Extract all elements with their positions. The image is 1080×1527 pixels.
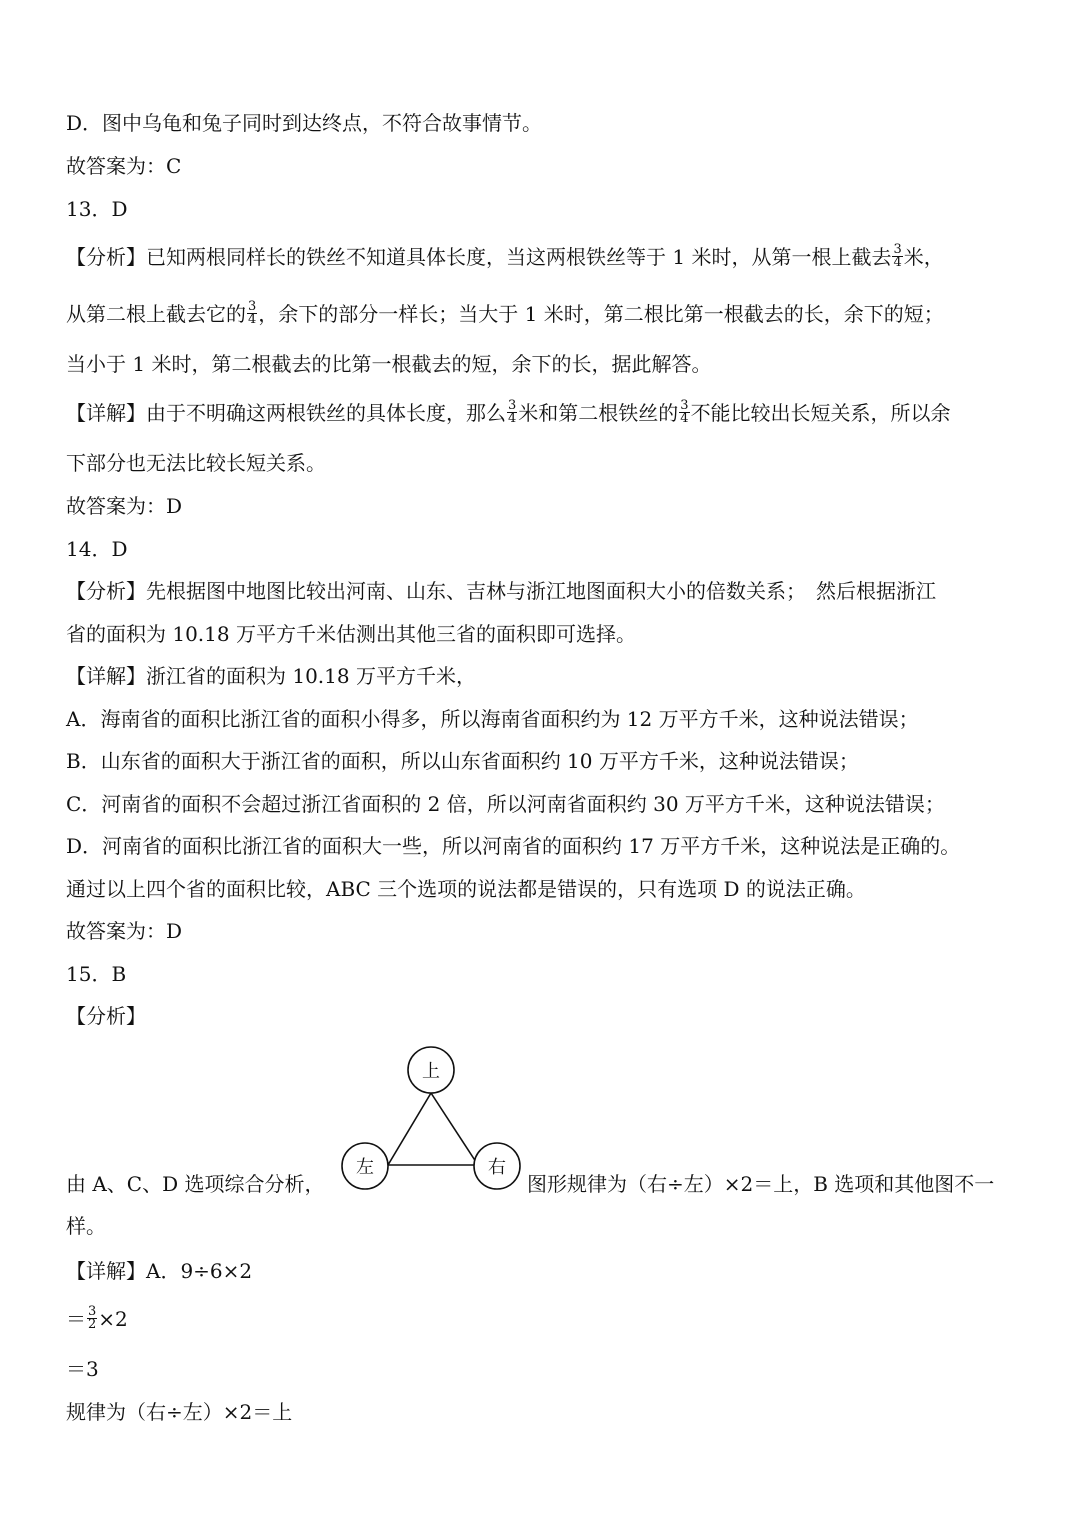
q14-analysis: 省的面积为 10.18 万平方千米估测出其他三省的面积即可选择。 — [66, 622, 636, 646]
q14-option-b: B．山东省的面积大于浙江省的面积，所以山东省面积约 10 万平方千米，这种说法错误； — [66, 749, 859, 773]
answer-line: 故答案为：D — [66, 494, 183, 518]
q14-option-a: A．海南省的面积比浙江省的面积小得多，所以海南省面积约为 12 万平方千米，这种说法错误； — [66, 707, 919, 731]
triangle-edge — [431, 1093, 478, 1165]
q13-analysis: 【分析】已知两根同样长的铁丝不知道具体长度，当这两根铁丝等于 1 米时，从第一根上截去 $\frac{3}{4}$ 米， — [66, 242, 944, 270]
q14-option-d: D．河南省的面积比浙江省的面积大一些，所以河南省的面积约 17 万平方千米，这种说法是正确的。 — [66, 834, 961, 858]
fraction: $\frac{3}{4}$ — [680, 398, 689, 426]
triangle-edge — [388, 1093, 431, 1165]
left-label: 左 — [356, 1157, 374, 1178]
q15-analysis: 【分析】 — [66, 1004, 146, 1028]
q13-analysis: 当小于 1 米时，第二根截去的比第一根截去的短，余下的长，据此解答。 — [66, 352, 712, 376]
top-label: 上 — [422, 1061, 440, 1082]
q15-step: ＝3 — [66, 1357, 99, 1381]
q14-option-c: C．河南省的面积不会超过浙江省面积的 2 倍，所以河南省面积约 30 万平方千米，这种说法错误； — [66, 792, 945, 816]
question-number: 15．B — [66, 962, 127, 986]
q15-rule: 规律为（右÷左）×2＝上 — [66, 1400, 293, 1424]
q13-detail: 【详解】由于不明确这两根铁丝的具体长度，那么 $\frac{3}{4}$ 米和第二根铁丝的 $\frac{3}{4}$ 不能比较出长短关系，所以余 — [66, 398, 951, 426]
q14-detail: 【详解】浙江省的面积为 10.18 万平方千米， — [66, 664, 476, 688]
question-number: 13．D — [66, 197, 128, 221]
right-label: 右 — [488, 1157, 506, 1178]
q13-detail: 下部分也无法比较长短关系。 — [66, 451, 326, 475]
question-number: 14．D — [66, 537, 128, 561]
answer-line: 故答案为：D — [66, 919, 183, 943]
q15-detail: 【详解】A．9÷6×2 — [66, 1259, 253, 1283]
fraction: $\frac{3}{4}$ — [893, 242, 902, 270]
triangle-diagram — [338, 1043, 528, 1195]
fraction: $\frac{3}{4}$ — [248, 299, 257, 327]
text-line: D．图中乌龟和兔子同时到达终点，不符合故事情节。 — [66, 111, 543, 135]
q13-analysis: 从第二根上截去它的 $\frac{3}{4}$ ，余下的部分一样长；当大于 1 米时，第二根比第一根截去的长，余下的短； — [66, 299, 944, 327]
q14-summary: 通过以上四个省的面积比较，ABC 三个选项的说法都是错误的，只有选项 D 的说法正确。 — [66, 877, 866, 901]
fraction: $\frac{3}{2}$ — [88, 1304, 97, 1332]
q15-text: 图形规律为（右÷左）×2＝上，B 选项和其他图不一 — [527, 1172, 995, 1196]
text-line: 故答案为：C — [66, 154, 182, 178]
fraction: $\frac{3}{4}$ — [508, 398, 517, 426]
q15-step: ＝ $\frac{3}{2}$ ×2 — [66, 1304, 128, 1332]
q15-text: 样。 — [66, 1214, 106, 1238]
q14-analysis: 【分析】先根据图中地图比较出河南、山东、吉林与浙江地图面积大小的倍数关系； 然后根据浙江 — [66, 579, 936, 603]
q15-text: 由 A、C、D 选项综合分析， — [66, 1172, 325, 1196]
